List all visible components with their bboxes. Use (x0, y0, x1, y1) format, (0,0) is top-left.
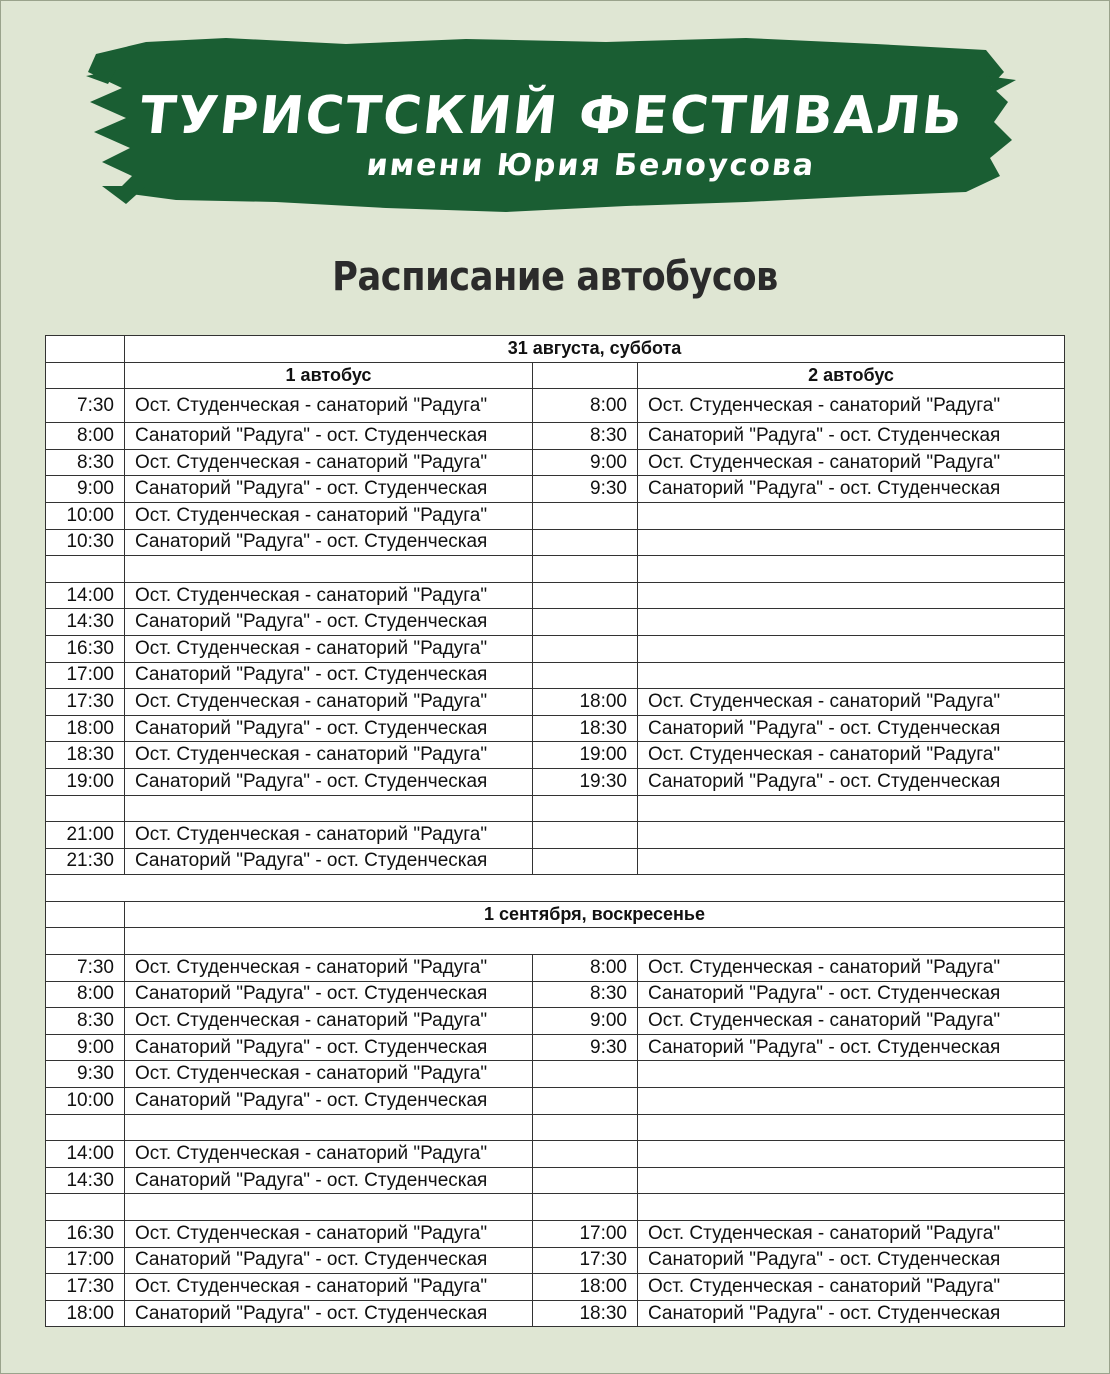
bus-2-route: Санаторий "Радуга" - ост. Студенческая (638, 1247, 1065, 1274)
schedule-row (46, 389, 1065, 423)
bus-1-route: Ост. Студенческая - санаторий "Радуга" (125, 635, 533, 662)
bus-2-time: 18:00 (533, 689, 638, 716)
bus-1-route (125, 795, 533, 822)
bus-1-time: 19:00 (46, 768, 125, 795)
bus-2-route (638, 502, 1065, 529)
bus-2-time (533, 582, 638, 609)
schedule-row (46, 795, 1065, 822)
bus-1-time: 7:30 (46, 389, 125, 423)
bus-1-route: Санаторий "Радуга" - ост. Студенческая (125, 1088, 533, 1115)
bus-1-route: Санаторий "Радуга" - ост. Студенческая (125, 848, 533, 875)
bus-2-route (638, 1167, 1065, 1194)
schedule-row (46, 635, 1065, 662)
bus-1-route: Ост. Студенческая - санаторий "Радуга" (125, 822, 533, 849)
day-header-row (46, 336, 1065, 363)
bus-1-route: Ост. Студенческая - санаторий "Радуга" (125, 582, 533, 609)
schedule-row (46, 609, 1065, 636)
bus-1-time: 9:00 (46, 1034, 125, 1061)
bus-1-route: Санаторий "Радуга" - ост. Студенческая (125, 1167, 533, 1194)
bus-2-time (533, 1194, 638, 1221)
day-header: 1 сентября, воскресенье (125, 901, 1065, 928)
empty-cell (46, 928, 125, 955)
bus-2-route (638, 1141, 1065, 1168)
bus-1-route: Ост. Студенческая - санаторий "Радуга" (125, 389, 533, 423)
bus-1-route: Ост. Студенческая - санаторий "Радуга" (125, 502, 533, 529)
bus-1-route (125, 556, 533, 583)
day-header: 31 августа, суббота (125, 336, 1065, 363)
bus-2-route (638, 1114, 1065, 1141)
bus-1-route: Санаторий "Радуга" - ост. Студенческая (125, 662, 533, 689)
bus-2-route (638, 848, 1065, 875)
bus-1-route: Санаторий "Радуга" - ост. Студенческая (125, 529, 533, 556)
bus-2-route: Санаторий "Радуга" - ост. Студенческая (638, 981, 1065, 1008)
schedule-row (46, 1300, 1065, 1327)
bus-2-time: 8:30 (533, 423, 638, 450)
schedule-row (46, 1061, 1065, 1088)
bus-1-time (46, 556, 125, 583)
bus-1-time: 14:00 (46, 1141, 125, 1168)
bus-1-time: 18:00 (46, 715, 125, 742)
bus-2-time (533, 1167, 638, 1194)
bus-2-time (533, 556, 638, 583)
bus-1-time: 14:00 (46, 582, 125, 609)
bus-1-route (125, 1114, 533, 1141)
bus-2-route: Ост. Студенческая - санаторий "Радуга" (638, 1008, 1065, 1035)
bus-2-time (533, 1061, 638, 1088)
bus-1-route: Ост. Студенческая - санаторий "Радуга" (125, 742, 533, 769)
bus-2-time: 19:00 (533, 742, 638, 769)
bus-2-time: 9:00 (533, 1008, 638, 1035)
bus-2-time (533, 848, 638, 875)
bus-2-route: Санаторий "Радуга" - ост. Студенческая (638, 423, 1065, 450)
bus-2-time: 9:30 (533, 476, 638, 503)
empty-cell (46, 362, 125, 389)
bus-1-route: Ост. Студенческая - санаторий "Радуга" (125, 689, 533, 716)
bus-2-route (638, 582, 1065, 609)
schedule-row (46, 449, 1065, 476)
bus-1-route: Санаторий "Радуга" - ост. Студенческая (125, 1300, 533, 1327)
bus-2-route (638, 822, 1065, 849)
bus-2-time: 17:00 (533, 1221, 638, 1248)
schedule-row (46, 529, 1065, 556)
bus-1-time: 17:00 (46, 1247, 125, 1274)
bus-1-time (46, 1194, 125, 1221)
bus-2-time: 8:00 (533, 389, 638, 423)
bus-2-route: Ост. Студенческая - санаторий "Радуга" (638, 689, 1065, 716)
bus-1-time: 18:30 (46, 742, 125, 769)
bus-2-route (638, 1088, 1065, 1115)
bus-1-route: Ост. Студенческая - санаторий "Радуга" (125, 1274, 533, 1301)
schedule-row (46, 1141, 1065, 1168)
blank-header-row (46, 928, 1065, 955)
bus-1-time: 21:30 (46, 848, 125, 875)
schedule-row (46, 476, 1065, 503)
bus-2-route: Ост. Студенческая - санаторий "Радуга" (638, 742, 1065, 769)
schedule-row (46, 1247, 1065, 1274)
schedule-row (46, 423, 1065, 450)
bus-2-route (638, 662, 1065, 689)
bus-1-time: 9:30 (46, 1061, 125, 1088)
bus-2-time: 18:30 (533, 715, 638, 742)
bus-1-header: 1 автобус (125, 362, 533, 389)
bus-1-time: 9:00 (46, 476, 125, 503)
bus-1-time: 17:00 (46, 662, 125, 689)
schedule-row (46, 1008, 1065, 1035)
bus-2-time (533, 795, 638, 822)
schedule-row (46, 662, 1065, 689)
bus-1-time (46, 795, 125, 822)
bus-2-time: 8:00 (533, 955, 638, 982)
bus-2-time: 18:00 (533, 1274, 638, 1301)
empty-cell (125, 928, 1065, 955)
bus-1-time: 14:30 (46, 1167, 125, 1194)
bus-1-route: Санаторий "Радуга" - ост. Студенческая (125, 1247, 533, 1274)
bus-1-route: Санаторий "Радуга" - ост. Студенческая (125, 609, 533, 636)
bus-2-time (533, 1088, 638, 1115)
bus-2-route (638, 635, 1065, 662)
day-header-row (46, 901, 1065, 928)
bus-1-time: 18:00 (46, 1300, 125, 1327)
bus-header-row (46, 362, 1065, 389)
empty-cell (46, 336, 125, 363)
bus-1-route (125, 1194, 533, 1221)
bus-2-route: Ост. Студенческая - санаторий "Радуга" (638, 1221, 1065, 1248)
empty-cell (46, 901, 125, 928)
bus-1-time: 10:00 (46, 1088, 125, 1115)
bus-1-route: Санаторий "Радуга" - ост. Студенческая (125, 715, 533, 742)
bus-1-time: 17:30 (46, 1274, 125, 1301)
bus-2-time (533, 529, 638, 556)
bus-1-route: Санаторий "Радуга" - ост. Студенческая (125, 476, 533, 503)
bus-2-route: Санаторий "Радуга" - ост. Студенческая (638, 476, 1065, 503)
schedule-row (46, 689, 1065, 716)
bus-1-route: Санаторий "Радуга" - ост. Студенческая (125, 423, 533, 450)
bus-1-route: Санаторий "Радуга" - ост. Студенческая (125, 1034, 533, 1061)
bus-1-time: 21:00 (46, 822, 125, 849)
bus-2-route: Санаторий "Радуга" - ост. Студенческая (638, 715, 1065, 742)
bus-2-route: Ост. Студенческая - санаторий "Радуга" (638, 389, 1065, 423)
bus-1-time: 17:30 (46, 689, 125, 716)
bus-2-route: Ост. Студенческая - санаторий "Радуга" (638, 1274, 1065, 1301)
schedule-row (46, 1194, 1065, 1221)
festival-banner (86, 36, 1018, 216)
schedule-row (46, 1114, 1065, 1141)
bus-2-time: 9:00 (533, 449, 638, 476)
bus-1-route: Санаторий "Радуга" - ост. Студенческая (125, 981, 533, 1008)
bus-1-time: 8:00 (46, 423, 125, 450)
schedule-row (46, 556, 1065, 583)
bus-2-route: Санаторий "Радуга" - ост. Студенческая (638, 768, 1065, 795)
schedule-row (46, 822, 1065, 849)
bus-1-time: 16:30 (46, 635, 125, 662)
bus-1-route: Санаторий "Радуга" - ост. Студенческая (125, 768, 533, 795)
schedule-row (46, 582, 1065, 609)
bus-2-time (533, 635, 638, 662)
schedule-row (46, 1034, 1065, 1061)
bus-1-route: Ост. Студенческая - санаторий "Радуга" (125, 1141, 533, 1168)
banner-subtitle: имени Юрия Белоусова (364, 148, 818, 183)
page-title: Расписание автобусов (332, 254, 778, 300)
bus-1-time: 8:30 (46, 1008, 125, 1035)
bus-2-route (638, 609, 1065, 636)
bus-1-time: 16:30 (46, 1221, 125, 1248)
bus-2-route (638, 795, 1065, 822)
bus-2-time (533, 1141, 638, 1168)
bus-schedule-table (45, 335, 1065, 1327)
schedule-row (46, 502, 1065, 529)
bus-1-route: Ост. Студенческая - санаторий "Радуга" (125, 1008, 533, 1035)
bus-2-route: Ост. Студенческая - санаторий "Радуга" (638, 449, 1065, 476)
bus-1-time: 14:30 (46, 609, 125, 636)
bus-1-route: Ост. Студенческая - санаторий "Радуга" (125, 1221, 533, 1248)
bus-2-time (533, 822, 638, 849)
bus-2-route: Ост. Студенческая - санаторий "Радуга" (638, 955, 1065, 982)
schedule-row (46, 715, 1065, 742)
schedule-row (46, 1221, 1065, 1248)
schedule-row (46, 742, 1065, 769)
bus-2-time (533, 662, 638, 689)
empty-cell (533, 362, 638, 389)
schedule-row (46, 1088, 1065, 1115)
bus-2-route: Санаторий "Радуга" - ост. Студенческая (638, 1034, 1065, 1061)
bus-2-route (638, 1194, 1065, 1221)
bus-1-route: Ост. Студенческая - санаторий "Радуга" (125, 449, 533, 476)
bus-1-time: 8:30 (46, 449, 125, 476)
bus-2-time: 19:30 (533, 768, 638, 795)
bus-2-time: 8:30 (533, 981, 638, 1008)
bus-2-route (638, 556, 1065, 583)
bus-2-route (638, 529, 1065, 556)
bus-2-time (533, 502, 638, 529)
bus-1-time: 7:30 (46, 955, 125, 982)
bus-2-route (638, 1061, 1065, 1088)
bus-2-time (533, 609, 638, 636)
schedule-row (46, 981, 1065, 1008)
schedule-row (46, 1274, 1065, 1301)
bus-2-route: Санаторий "Радуга" - ост. Студенческая (638, 1300, 1065, 1327)
bus-1-time: 10:00 (46, 502, 125, 529)
bus-1-time: 8:00 (46, 981, 125, 1008)
bus-2-time: 17:30 (533, 1247, 638, 1274)
schedule-row (46, 848, 1065, 875)
separator-row (46, 875, 1065, 902)
schedule-row (46, 1167, 1065, 1194)
bus-2-time: 9:30 (533, 1034, 638, 1061)
schedule-row (46, 768, 1065, 795)
empty-cell (46, 875, 1065, 902)
bus-1-time (46, 1114, 125, 1141)
bus-2-time: 18:30 (533, 1300, 638, 1327)
bus-1-time: 10:30 (46, 529, 125, 556)
bus-2-header: 2 автобус (638, 362, 1065, 389)
bus-1-route: Ост. Студенческая - санаторий "Радуга" (125, 955, 533, 982)
bus-2-time (533, 1114, 638, 1141)
schedule-row (46, 955, 1065, 982)
bus-1-route: Ост. Студенческая - санаторий "Радуга" (125, 1061, 533, 1088)
banner-title: ТУРИСТСКИЙ ФЕСТИВАЛЬ (137, 86, 967, 146)
